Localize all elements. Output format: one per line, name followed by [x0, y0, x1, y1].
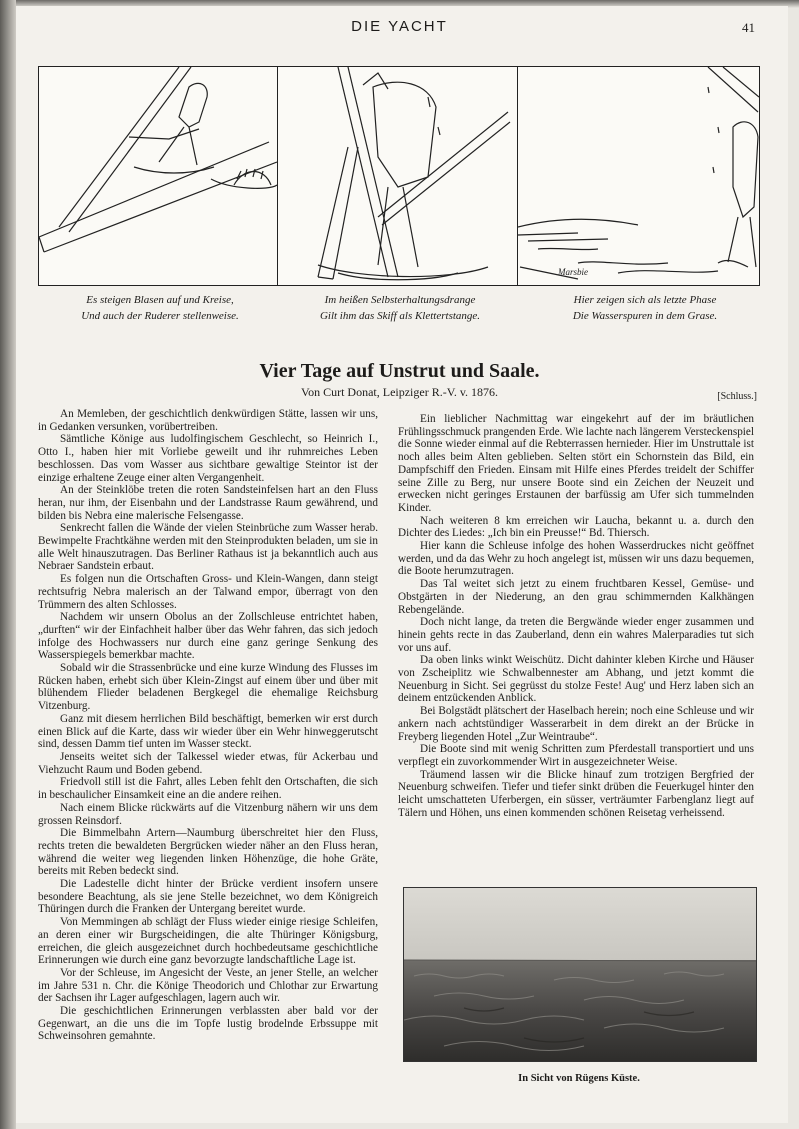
paragraph: Die geschichtlichen Erinnerungen verblassten aber bald vor der Gegenwart, an die uns die im Topfe lustig brodelnde Erbssuppe mit Schweinsohren gemahnte.: [38, 1005, 378, 1043]
paragraph: Träumend lassen wir die Blicke hinauf zum trotzigen Bergfried der Neuenburg schweifen. Tiefer und tiefer sinkt drüben die Feuerkugel hinter den leicht umschatteten Uferbergen, ein süsser, verträumter Farbenglanz liegt auf Tälern und Höhen, uns einen kommenden schönen Reisetag verheissend.: [398, 768, 754, 819]
caption-line: Und auch der Ruderer stellenweise.: [81, 310, 239, 322]
paragraph: Doch nicht lange, da treten die Bergwände wieder enger zusammen und hinein gehts recte in das Zauberland, denn ein wahres Malerparadies tut sich vor uns auf.: [398, 616, 754, 654]
paragraph: Ganz mit diesem herrlichen Bild beschäftigt, bemerken wir erst durch einen Blick auf die Karte, dass wir wieder über ein Wehr hinweggerutscht sind, dessen Damm tief unten im Wasser steckt.: [38, 712, 378, 751]
article-column-left: [38, 408, 378, 1043]
paragraph: An Memleben, der geschichtlich denkwürdigen Stätte, lassen wir uns, in Gedanken versunken, vorübertreiben.: [38, 408, 378, 433]
rower-climbing-illustration: [278, 67, 517, 285]
comic-caption-1: [50, 292, 270, 324]
paragraph: Vor der Schleuse, im Angesicht der Veste, an jener Stelle, an welcher im Jahre 531 n. Chr. die Könige Theodorich und Chlothar zur Erwartung der Sachsen ihr Lager aufgeschlagen, lagern auch wir.: [38, 966, 378, 1005]
paragraph: Das Tal weitet sich jetzt zu einem fruchtbaren Kessel, Gemüse- und Obstgärten in der Niederung, an den grau schimmernden Kalkhängen Rebengelände.: [398, 578, 754, 616]
page-number: 41: [742, 20, 755, 35]
continuation-note: [Schluss.]: [717, 391, 757, 402]
article-column-right: [398, 413, 754, 820]
paragraph: Nach weiteren 8 km erreichen wir Laucha, bekannt u. a. durch den Dichter des Liedes: „Ich bin ein Preusse!“ Bd. Thiersch.: [398, 514, 754, 540]
caption-line: Hier zeigen sich als letzte Phase: [573, 294, 717, 306]
paragraph: Ein lieblicher Nachmittag war eingekehrt auf der im bräutlichen Frühlingsschmuck prangenden Erde. Wie lachte nach längerem Versteckenspiel die Sonne wieder einmal auf die Rebterrassen hernieder. Hier im Unstruttale ist noch alles beim Alten geblieben. Selten stört ein Schornstein das Bild, ein Dampfschiff den Frieden. Einsam mit Hilfe eines Pferdes treidelt der Schiffer seine Zille zu Berg, nur unsere Boote sind ein Zeichen der Neuzeit und erwecken nicht geringes Erstaunen der barfüssig am Ufer sich tummelnden Kinder.: [398, 413, 754, 514]
comic-caption-3: [540, 292, 750, 324]
paragraph: Die Ladestelle dicht hinter der Brücke verdient insofern unsere besondere Beachtung, als sie jene Stelle bezeichnet, wo dem Königreich Thüringen durch die Franken der Untergang bereitet wurde.: [38, 878, 378, 916]
paragraph: Sämtliche Könige aus ludolfingischem Geschlecht, so Heinrich I., Otto I., haben hier mit Vorliebe geweilt und ihr ruhmreiches Leben beschlossen. Das vom Wasser aus sichtbare gewaltige Steintor ist der einzige erhaltene Zeuge einer alten Vergangenheit.: [38, 433, 378, 484]
comic-panel-3: [518, 67, 759, 285]
comic-panel-1: [39, 67, 278, 285]
paragraph: Es folgen nun die Ortschaften Gross- und Klein-Wangen, dann steigt rechtsufrig Nebra malerisch an der Talwand empor, überragt von den Trümmern des alten Schlosses.: [38, 573, 378, 611]
paragraph: An der Steinklöbe treten die roten Sandsteinfelsen hart an den Fluss heran, nur ihm, der Eisenbahn und der Landstrasse Raum gewährend, und bilden bis Nebra eine malerische Felsengasse.: [38, 484, 378, 522]
caption-line: Gilt ihm das Skiff als Klettertstange.: [319, 310, 481, 322]
water-traces-illustration: [518, 67, 759, 285]
sea-photograph: [403, 887, 757, 1062]
paragraph: Hier kann die Schleuse infolge des hohen Wasserdruckes nicht geöffnet werden, und da das Wehr zu hoch angelegt ist, müssen wir uns dazu bequemen, die Boote herumzutragen.: [398, 540, 754, 578]
caption-line: Im heißen Selbsterhaltungsdrange: [324, 294, 476, 306]
caption-line: Es steigen Blasen auf und Kreise,: [86, 294, 234, 306]
article-byline: Von Curt Donat, Leipziger R.-V. v. 1876.: [300, 385, 499, 399]
scan-edge-left: [0, 0, 16, 1129]
paragraph: Nach einem Blicke rückwärts auf die Vitzenburg nähern wir uns dem grossen Reinsdorf.: [38, 801, 378, 827]
comic-strip: [38, 66, 760, 286]
running-header: DIE YACHT: [351, 18, 448, 35]
paragraph: Nachdem wir unsern Obolus an der Zollschleuse entrichtet haben, „durften“ wir der Einfachheit halber über das Wehr fahren, das sich jedoch infolge des Hochwassers nur durch eine ganz geringe Senkung des Wasserspiegels bemerkbar machte.: [38, 611, 378, 662]
paragraph: Die Boote sind mit wenig Schritten zum Pferdestall transportiert und uns verpflegt ein zuvorkommender Wirt in ausgezeichneter Weise.: [398, 743, 754, 768]
paragraph: Da oben links winkt Weischütz. Dicht dahinter kleben Kirche und Häuser von Zscheiplitz wie Schwalbennester am Abhang, und jetzt kommt die Neuenburg in Sicht. Sei gegrüsst du stolze Feste! Aug' und Herz laben sich an deinem entzückenden Anblick.: [398, 654, 754, 705]
comic-panel-2: [278, 67, 518, 285]
caption-line: Die Wasserspuren in dem Grase.: [572, 310, 718, 322]
photo-caption: In Sicht von Rügens Küste.: [518, 1073, 640, 1084]
comic-caption-2: [290, 292, 510, 324]
paragraph: Jenseits weitet sich der Talkessel wieder etwas, für Ackerbau und Viehzucht Raum und Boden gebend.: [38, 750, 378, 776]
paragraph: Bei Bolgstädt plätschert der Haselbach herein; noch eine Schleuse und wir ankern nach achtstündiger Wasserarbeit in dem direkt an der Brücke in Freyberg liegenden Hotel „Zur Weintraube“.: [398, 705, 754, 743]
paragraph: Senkrecht fallen die Wände der vielen Steinbrüche zum Wasser herab. Bewimpelte Frachtkähne werden mit den Steinprodukten beladen, um sie in alle Welt hinauszutragen. Das Berliner Rathaus ist ja bekanntlich auch aus Nebraer Sandstein erbaut.: [38, 522, 378, 573]
rower-sinking-illustration: [39, 67, 277, 285]
paragraph: Sobald wir die Strassenbrücke und eine kurze Windung des Flusses im Rücken haben, erhebt sich über Klein-Zingst auf einem über und über mit blühendem Flieder beladenen Bergkegel die ehemalige Reichsburg Vitzenburg.: [38, 662, 378, 713]
paragraph: Friedvoll still ist die Fahrt, alles Leben fehlt den Ortschaften, die sich in beschaulicher Einsamkeit eine an die andere reihen.: [38, 776, 378, 802]
article-title: Vier Tage auf Unstrut und Saale.: [259, 360, 540, 382]
paragraph: Die Bimmelbahn Artern—Naumburg überschreitet hier den Fluss, rechts treten die bewaldeten Bergrücken wieder näher an den Fluss heran, während die weiter weg liegenden linken Höhenzüge, die hohe Gräte, bereits mit Reben bedeckt sind.: [38, 827, 378, 878]
artist-signature: Marsbie: [558, 267, 588, 277]
paragraph: Von Memmingen ab schlägt der Fluss wieder einige riesige Schleifen, an deren einer wir Burgscheidingen, die alte Thüringer Königsburg, erreichen, die gleich ausgezeichnet durch hochbedeutsame geschichtliche Erinnerungen wie durch eine ganz bevorzugte landschaftliche Lage ist.: [38, 916, 378, 967]
